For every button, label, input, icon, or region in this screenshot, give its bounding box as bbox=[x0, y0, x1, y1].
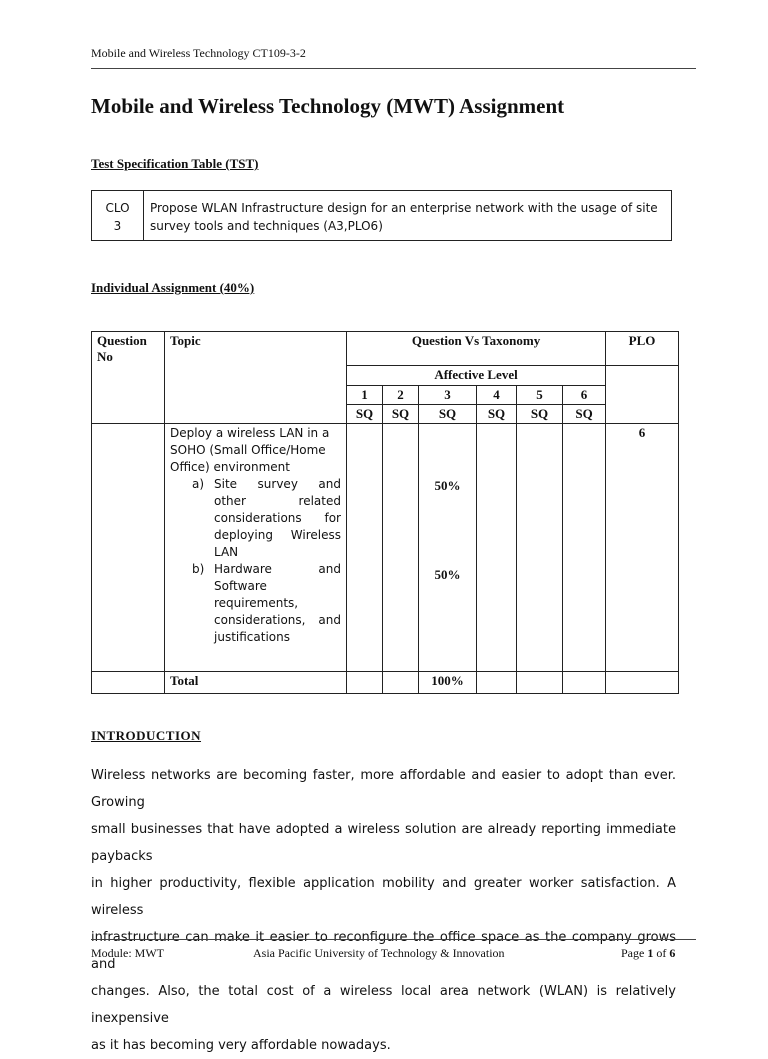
level-4: 4 bbox=[477, 386, 517, 405]
sq-3: SQ bbox=[419, 405, 477, 424]
level-5-cell bbox=[517, 424, 563, 672]
level-3-cell bbox=[419, 424, 477, 672]
sq-1: SQ bbox=[347, 405, 383, 424]
item-b-text: Hardware and Software requirements, considerations, and justifications bbox=[214, 562, 341, 644]
footer-divider bbox=[91, 939, 696, 940]
header-taxonomy: Question Vs Taxonomy bbox=[347, 332, 606, 366]
topic-cell bbox=[165, 424, 347, 672]
topic-item-b bbox=[192, 561, 341, 646]
total-blank bbox=[92, 672, 165, 694]
total-l2 bbox=[383, 672, 419, 694]
level-2: 2 bbox=[383, 386, 419, 405]
level-6-cell bbox=[563, 424, 606, 672]
clo-description: Propose WLAN Infrastructure design for an enterprise network with the usage of site survey tools and techniques (A3,PLO6) bbox=[150, 201, 658, 233]
level-2-cell bbox=[383, 424, 419, 672]
sq-6: SQ bbox=[563, 405, 606, 424]
intro-line: changes. Also, the total cost of a wireless local area network (WLAN) is relatively inexpensive bbox=[91, 984, 676, 1026]
intro-line: infrastructure can make it easier to reconfigure the office space as the company grows and bbox=[91, 930, 676, 972]
page-mid: of bbox=[653, 946, 670, 960]
header-affective-level: Affective Level bbox=[347, 366, 606, 386]
item-b-label: b) bbox=[192, 562, 205, 576]
individual-assignment-heading: Individual Assignment (40%) bbox=[91, 280, 255, 295]
level-6: 6 bbox=[563, 386, 606, 405]
item-a-label: a) bbox=[192, 477, 205, 491]
sq-2: SQ bbox=[383, 405, 419, 424]
intro-line: in higher productivity, flexible application mobility and greater worker satisfaction. A wireless bbox=[91, 876, 676, 918]
pct-b: 50% bbox=[434, 567, 461, 582]
intro-line: as it has becoming very affordable nowadays. bbox=[91, 1038, 391, 1053]
intro-line: Wireless networks are becoming faster, more affordable and easier to adopt than ever. Growing bbox=[91, 768, 676, 810]
clo-id-number: 3 bbox=[113, 219, 122, 233]
page-number bbox=[621, 946, 675, 961]
sq-4: SQ bbox=[477, 405, 517, 424]
introduction-paragraph bbox=[91, 762, 676, 1059]
total-plo bbox=[606, 672, 679, 694]
page-current: 1 bbox=[647, 946, 654, 960]
taxonomy-table bbox=[91, 331, 679, 694]
total-l6 bbox=[563, 672, 606, 694]
header-plo-blank bbox=[606, 366, 679, 424]
level-5: 5 bbox=[517, 386, 563, 405]
header-question-no: Question No bbox=[92, 332, 165, 424]
plo-value: 6 bbox=[606, 424, 679, 672]
clo-id-label: CLO bbox=[105, 201, 130, 215]
introduction-heading: INTRODUCTION bbox=[91, 728, 202, 743]
running-header: Mobile and Wireless Technology CT109-3-2 bbox=[91, 46, 306, 60]
clo-box bbox=[91, 190, 672, 241]
header-divider bbox=[91, 68, 696, 69]
clo-id bbox=[92, 191, 144, 240]
footer-module: Module: MWT bbox=[91, 946, 164, 960]
sq-5: SQ bbox=[517, 405, 563, 424]
total-l1 bbox=[347, 672, 383, 694]
topic-items bbox=[170, 476, 341, 646]
topic-item-a bbox=[192, 476, 341, 561]
total-l4 bbox=[477, 672, 517, 694]
tst-heading: Test Specification Table (TST) bbox=[91, 156, 259, 171]
total-l5 bbox=[517, 672, 563, 694]
item-a-text: Site survey and other related considerations for deploying Wireless LAN bbox=[214, 477, 341, 559]
page-total: 6 bbox=[669, 946, 676, 960]
question-no-cell bbox=[92, 424, 165, 672]
topic-intro: Deploy a wireless LAN in a SOHO (Small Office/Home Office) environment bbox=[170, 426, 330, 474]
pct-a: 50% bbox=[434, 478, 461, 493]
page-title: Mobile and Wireless Technology (MWT) Assignment bbox=[91, 94, 565, 118]
header-plo: PLO bbox=[606, 332, 679, 366]
level-1: 1 bbox=[347, 386, 383, 405]
level-1-cell bbox=[347, 424, 383, 672]
page-prefix: Page bbox=[621, 946, 648, 960]
level-4-cell bbox=[477, 424, 517, 672]
intro-line: small businesses that have adopted a wireless solution are already reporting immediate paybacks bbox=[91, 822, 676, 864]
total-label: Total bbox=[165, 672, 347, 694]
footer-university: Asia Pacific University of Technology & Innovation bbox=[253, 946, 505, 960]
total-value: 100% bbox=[419, 672, 477, 694]
level-3: 3 bbox=[419, 386, 477, 405]
header-topic: Topic bbox=[165, 332, 347, 424]
